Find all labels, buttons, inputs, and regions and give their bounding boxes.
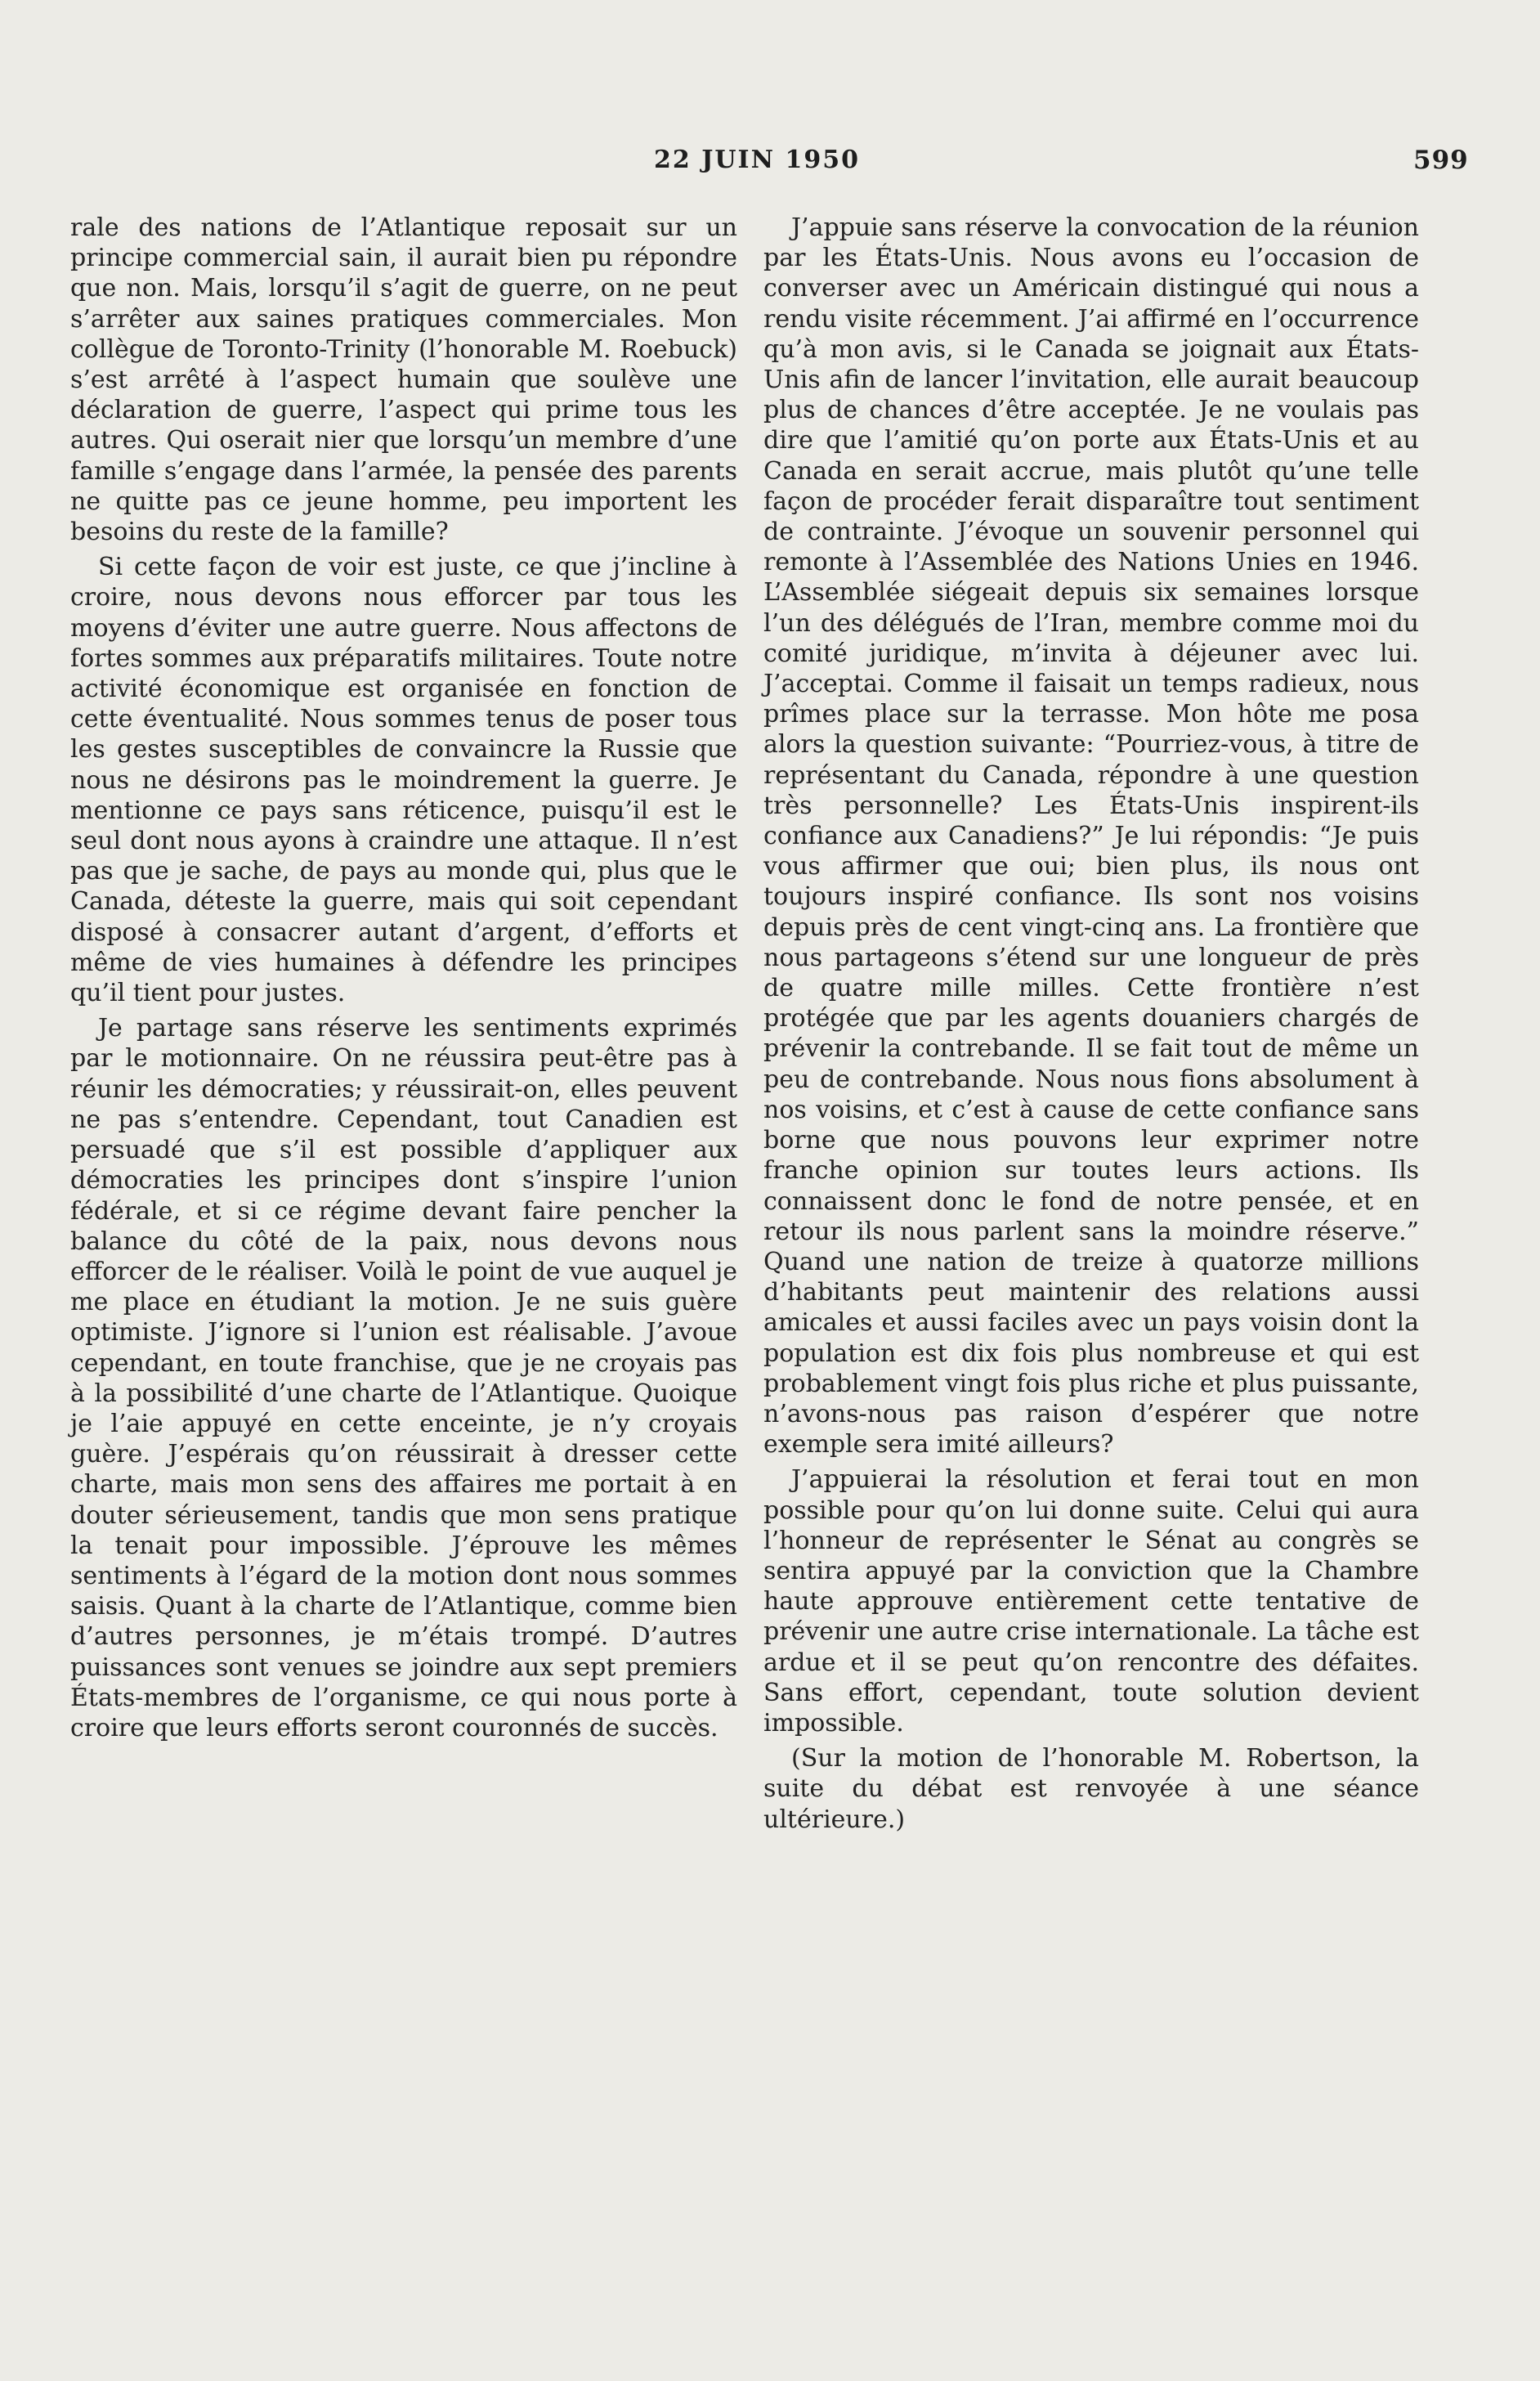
header-date: 22 JUIN 1950 <box>654 146 860 174</box>
paragraph: rale des nations de l’Atlantique reposait sur un principe commercial sain, il aurait bien pu répondre que non. Mais, lorsqu’il s’agit de guerre, on ne peut s’arrêter aux saines pratiques commerciales. Mon collègue de Toronto-Trinity (l’honorable M. Roebuck) s’est arrêté à l’aspect humain que soulève une déclaration de guerre, l’aspect qui prime tous les autres. Qui oserait nier que lorsqu’un membre d’une famille s’engage dans l’armée, la pensée des parents ne quitte pas ce jeune homme, peu importent les besoins du reste de la famille? <box>70 213 737 547</box>
paragraph: J’appuierai la résolution et ferai tout en mon possible pour qu’on lui donne suite. Celui qui aura l’honneur de représenter le Sénat au congrès se sentira appuyé par la conviction que la Chambre haute approuve entièrement cette tentative de prévenir une autre crise internationale. La tâche est ardue et il se peut qu’on rencontre des défaites. Sans effort, cependant, toute solution devient impossible. <box>763 1465 1419 1738</box>
paragraph: Si cette façon de voir est juste, ce que j’incline à croire, nous devons nous efforcer par tous les moyens d’éviter une autre guerre. Nous affectons de fortes sommes aux préparatifs militaires. Toute notre activité économique est organisée en fonction de cette éventualité. Nous sommes tenus de poser tous les gestes susceptibles de convaincre la Russie que nous ne désirons pas le moindrement la guerre. Je mentionne ce pays sans réticence, puisqu’il est le seul dont nous ayons à craindre une attaque. Il n’est pas que je sache, de pays au monde qui, plus que le Canada, déteste la guerre, mais qui soit cependant disposé à consacrer autant d’argent, d’efforts et même de vies humaines à défendre les principes qu’il tient pour justes. <box>70 553 737 1008</box>
left-column <box>70 213 737 1748</box>
right-column <box>763 213 1419 1840</box>
paragraph: Je partage sans réserve les sentiments exprimés par le motionnaire. On ne réussira peut-être pas à réunir les démocraties; y réussirait-on, elles peuvent ne pas s’entendre. Cependant, tout Canadien est persuadé que s’il est possible d’appliquer aux démocraties les principes dont s’inspire l’union fédérale, et si ce régime devant faire pencher la balance du côté de la paix, nous devons nous efforcer de le réaliser. Voilà le point de vue auquel je me place en étudiant la motion. Je ne suis guère optimiste. J’ignore si l’union est réalisable. J’avoue cependant, en toute franchise, que je ne croyais pas à la possibilité d’une charte de l’Atlantique. Quoique je l’aie appuyé en cette enceinte, je n’y croyais guère. J’espérais qu’on réussirait à dresser cette charte, mais mon sens des affaires me portait à en douter sérieusement, tandis que mon sens pratique la tenait pour impossible. J’éprouve les mêmes sentiments à l’égard de la motion dont nous sommes saisis. Quant à la charte de l’Atlantique, comme bien d’autres personnes, je m’étais trompé. D’autres puissances sont venues se joindre aux sept premiers États-membres de l’organisme, ce qui nous porte à croire que leurs efforts seront couronnés de succès. <box>70 1014 737 1742</box>
page-number: 599 <box>1413 146 1469 175</box>
paragraph: (Sur la motion de l’honorable M. Robertson, la suite du débat est renvoyée à une séance ultérieure.) <box>763 1744 1419 1834</box>
paragraph: J’appuie sans réserve la convocation de la réunion par les États-Unis. Nous avons eu l’occasion de converser avec un Américain distingué qui nous a rendu visite récemment. J’ai affirmé en l’occurrence qu’à mon avis, si le Canada se joignait aux États-Unis afin de lancer l’invitation, elle aurait beaucoup plus de chances d’être acceptée. Je ne voulais pas dire que l’amitié qu’on porte aux États-Unis et au Canada en serait accrue, mais plutôt qu’une telle façon de procéder ferait disparaître tout sentiment de contrainte. J’évoque un souvenir personnel qui remonte à l’Assemblée des Nations Unies en 1946. L’Assemblée siégeait depuis six semaines lorsque l’un des délégués de l’Iran, membre comme moi du comité juridique, m’invita à déjeuner avec lui. J’acceptai. Comme il faisait un temps radieux, nous prîmes place sur la terrasse. Mon hôte me posa alors la question suivante: “Pourriez-vous, à titre de représentant du Canada, répondre à une question très personnelle? Les États-Unis inspirent-ils confiance aux Canadiens?” Je lui répondis: “Je puis vous affirmer que oui; bien plus, ils nous ont toujours inspiré confiance. Ils sont nos voisins depuis près de cent vingt-cinq ans. La frontière que nous partageons s’étend sur une longueur de près de quatre mille milles. Cette frontière n’est protégée que par les agents douaniers chargés de prévenir la contrebande. Il se fait tout de même un peu de contrebande. Nous nous fions absolument à nos voisins, et c’est à cause de cette confiance sans borne que nous pouvons leur exprimer notre franche opinion sur toutes leurs actions. Ils connaissent donc le fond de notre pensée, et en retour ils nous parlent sans la moindre réserve.” Quand une nation de treize à quatorze millions d’habitants peut maintenir des relations aussi amicales et aussi faciles avec un pays voisin dont la population est dix fois plus nombreuse et qui est probablement vingt fois plus riche et plus puissante, n’avons-nous pas raison d’espérer que notre exemple sera imité ailleurs? <box>763 213 1419 1460</box>
running-header <box>0 146 1540 186</box>
